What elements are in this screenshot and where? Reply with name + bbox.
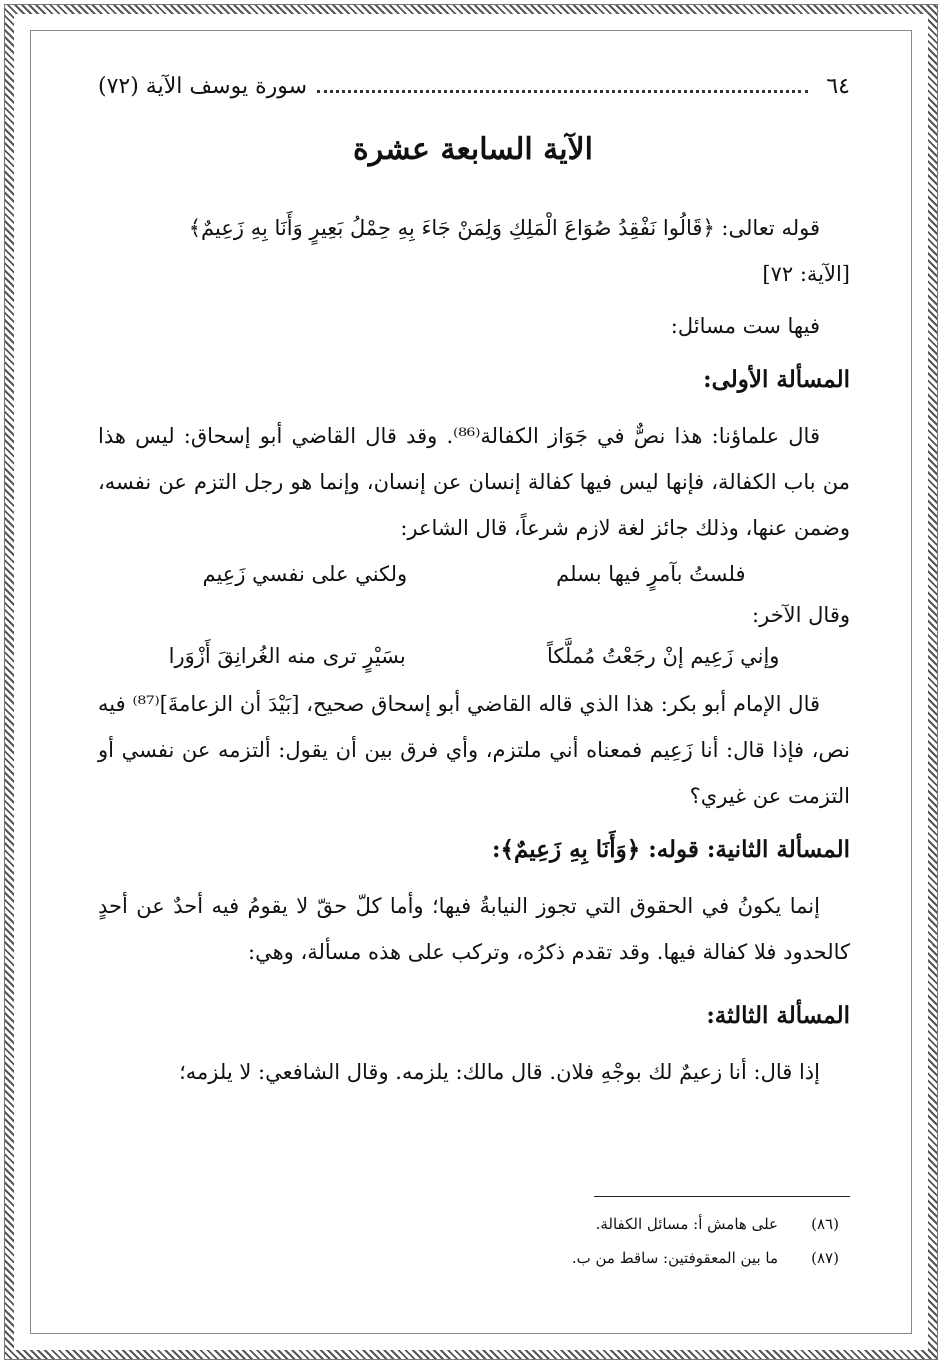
issue-1-paragraph: قال علماؤنا: هذا نصٌّ في جَوَاز الكفالة⁽⁸⁶⁾. وقد قال القاضي أبو إسحاق: ليس هذا من باب الكفالة، فإنها ليس فيها كفالة إنسان عن إنسان، وإنما هو رجل التزم عن نفسه، وضمن عنها، وذلك جائز لغة لازم شرعاً، قال الشاعر: [98,424,850,540]
issue-2-paragraph: إنما يكونُ في الحقوق التي تجوز النيابةُ فيها؛ وأما كلّ حقّ لا يقومُ فيه أحدٌ عن أحدٍ كالحدود فلا كفالة فيها. وقد تقدم ذكرُه، وتركب على هذه مسألة، وهي: [98,894,850,964]
footnote-number: (٨٦) [811,1215,839,1233]
running-title: سورة يوسف الآية (٧٢) [98,73,308,99]
poem-verse-2-second-hemistich: بسَيْرٍ ترى منه الغُرانِقَ أَزْوَرا [168,644,406,668]
issue-1-second-paragraph: قال الإمام أبو بكر: هذا الذي قاله القاضي أبو إسحاق صحيح، [بَيْدَ أن الزعامةَ]⁽⁸⁷⁾ فيه نص، فإذا قال: أنا زَعِيم فمعناه أني ملتزم، وأي فرق بين أن يقول: ألتزمه عن نفسي أو التزمت عن غيري؟ [98,692,850,808]
footnote-number: (٨٧) [811,1249,839,1267]
issue-2-heading: المسألة الثانية: قوله: ﴿وَأَنَا بِهِ زَعِيمٌ﴾: [492,836,850,863]
issues-count: فيها ست مسائل: [670,314,820,338]
issue-3-heading: المسألة الثالثة: [706,1002,850,1029]
page-number: ٦٤ [826,73,850,99]
issue-3-paragraph: إذا قال: أنا زعيمٌ لك بوجْهِ فلان. قال مالك: يلزمه. وقال الشافعي: لا يلزمه؛ [179,1060,820,1084]
footnote-86 [98,1207,850,1241]
footnote-text: على هامش أ: مسائل الكفالة. [595,1215,778,1233]
poem-verse-1-first-hemistich: فلستُ بآمرٍ فيها بسلم [556,562,746,586]
footnote-separator [594,1196,850,1197]
poem-verse-2 [98,633,850,679]
poem-verse-1-second-hemistich: ولكني على نفسي زَعِيم [202,562,408,586]
footnote-text: ما بين المعقوفتين: ساقط من ب. [571,1249,778,1267]
other-poet-label: وقال الآخر: [752,603,850,627]
footnote-87 [98,1241,850,1275]
quran-verse-line: قوله تعالى: ﴿قَالُوا نَفْقِدُ صُوَاعَ الْمَلِكِ وَلِمَنْ جَاءَ بِهِ حِمْلُ بَعِيرٍ وَأَنَا بِهِ زَعِيمٌ﴾ [188,216,820,240]
running-header [98,66,850,106]
main-text [98,205,850,1095]
issue-1-heading: المسألة الأولى: [703,366,850,393]
section-title: الآية السابعة عشرة [353,132,593,167]
poem-verse-1 [98,551,850,597]
header-dotted-leader [317,80,808,93]
poem-verse-2-first-hemistich: وإني زَعِيم إنْ رجَعْتُ مُملَّكاً [546,644,780,668]
footnotes [98,1196,850,1275]
verse-reference: [الآية: ٧٢] [762,262,850,286]
